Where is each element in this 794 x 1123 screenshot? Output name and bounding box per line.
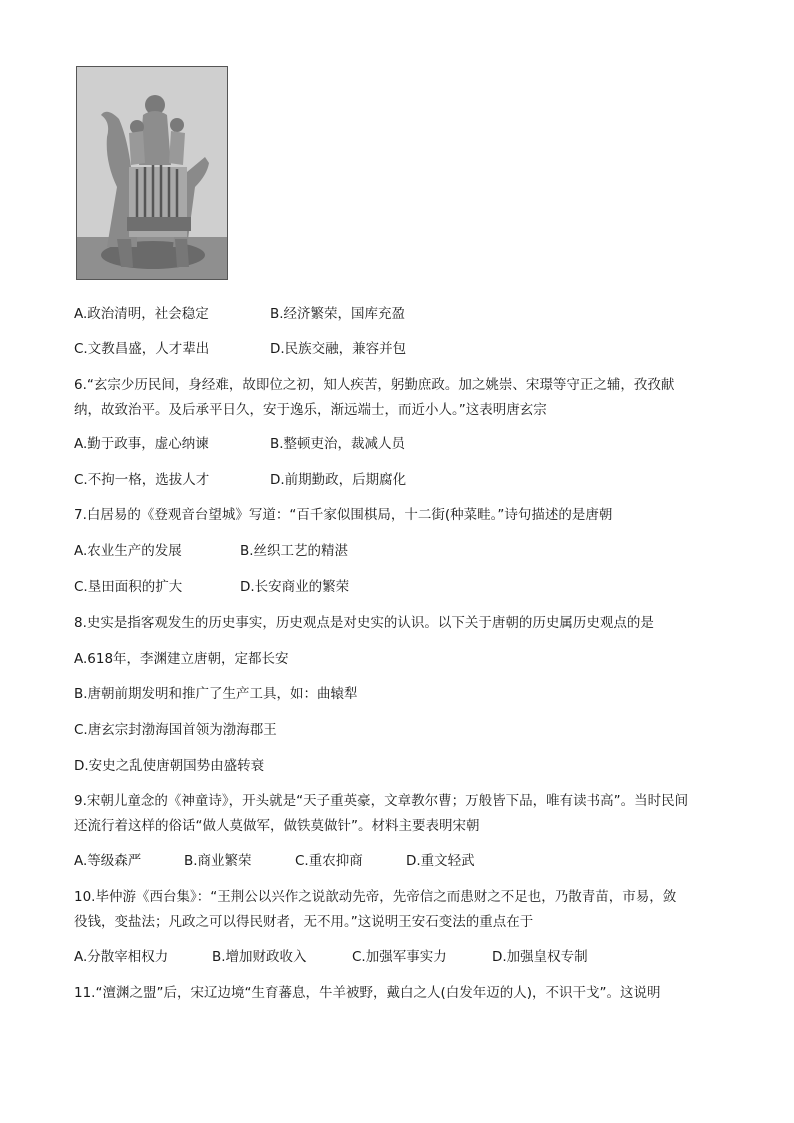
- q5-options-row-2: [74, 340, 406, 358]
- q10-option-d[interactable]: D.加强皇权专制: [492, 949, 588, 965]
- q7-options-row-2: [74, 578, 349, 596]
- q8-option-c[interactable]: C.唐玄宗封渤海国首领为渤海郡王: [74, 722, 277, 738]
- q10-option-b[interactable]: B.增加财政收入: [212, 949, 307, 965]
- q9-stem-line-1: 9.宋朝儿童念的《神童诗》，开头就是“天子重英豪，文章教尔曹；万般皆下品，唯有读书高”。当时民间: [74, 793, 689, 809]
- q7-stem: 7.白居易的《登观音台望城》写道：“百千家似围棋局，十二街(种菜畦。”诗句描述的是唐朝: [74, 507, 613, 523]
- q10-stem-line-1: 10.毕仲游《西台集》：“王荆公以兴作之说歆动先帝，先帝信之而患财之不足也，乃散青苗，市易，敛: [74, 889, 677, 905]
- q7-option-d[interactable]: D.长安商业的繁荣: [240, 579, 350, 595]
- q8-stem: 8.史实是指客观发生的历史事实，历史观点是对史实的认识。以下关于唐朝的历史属历史观点的是: [74, 615, 654, 631]
- tri-color-camel-figurine-image: [77, 67, 228, 280]
- q8-option-d[interactable]: D.安史之乱使唐朝国势由盛转衰: [74, 758, 265, 774]
- q6-options-row-1: [74, 435, 405, 453]
- q10-option-a[interactable]: A.分散宰相权力: [74, 949, 169, 965]
- q5-option-c[interactable]: C.文教昌盛，人才辈出: [74, 341, 210, 357]
- q8-option-a[interactable]: A.618年，李渊建立唐朝，定都长安: [74, 651, 289, 667]
- q6-stem-line-1: 6.“玄宗少历民间，身经难，故即位之初，知人疾苦，躬勤庶政。加之姚崇、宋璟等守正之辅，孜孜献: [74, 377, 675, 393]
- q9-option-d[interactable]: D.重文轻武: [406, 853, 475, 869]
- q6-option-c[interactable]: C.不拘一格，选拔人才: [74, 472, 210, 488]
- q5-options-row-1: [74, 305, 405, 323]
- q6-options-row-2: [74, 471, 406, 489]
- q11-stem-line-1: 11.“澶渊之盟”后，宋辽边境“生育蕃息，牛羊被野，戴白之人(白发年迈的人)，不识干戈”。这说明: [74, 985, 661, 1001]
- q6-option-a[interactable]: A.勤于政事，虚心纳谏: [74, 436, 209, 452]
- q5-option-d[interactable]: D.民族交融，兼容并包: [270, 341, 407, 357]
- q6-option-b[interactable]: B.整顿吏治，裁减人员: [270, 436, 406, 452]
- q7-options-row-1: [74, 542, 348, 560]
- q10-option-c[interactable]: C.加强军事实力: [352, 949, 447, 965]
- q10-options-row: [74, 948, 588, 966]
- q9-options-row: [74, 852, 475, 870]
- q10-stem-line-2: 役钱，变盐法；凡政之可以得民财者，无不用。”这说明王安石变法的重点在于: [74, 914, 534, 930]
- figurine-photo: [76, 66, 228, 280]
- q9-stem-line-2: 还流行着这样的俗话“做人莫做军，做铁莫做针”。材料主要表明宋朝: [74, 818, 480, 834]
- q8-option-b[interactable]: B.唐朝前期发明和推广了生产工具，如：曲辕犁: [74, 686, 358, 702]
- q5-option-a[interactable]: A.政治清明，社会稳定: [74, 306, 209, 322]
- q6-option-d[interactable]: D.前期勤政，后期腐化: [270, 472, 407, 488]
- q7-option-a[interactable]: A.农业生产的发展: [74, 543, 182, 559]
- q9-option-b[interactable]: B.商业繁荣: [184, 853, 252, 869]
- q6-stem-line-2: 纳，故致治平。及后承平日久，安于逸乐，渐远端士，而近小人。”这表明唐玄宗: [74, 402, 547, 418]
- q9-option-c[interactable]: C.重农抑商: [295, 853, 363, 869]
- q9-option-a[interactable]: A.等级森严: [74, 853, 142, 869]
- q5-option-b[interactable]: B.经济繁荣，国库充盈: [270, 306, 406, 322]
- q7-option-c[interactable]: C.垦田面积的扩大: [74, 579, 183, 595]
- q7-option-b[interactable]: B.丝织工艺的精湛: [240, 543, 349, 559]
